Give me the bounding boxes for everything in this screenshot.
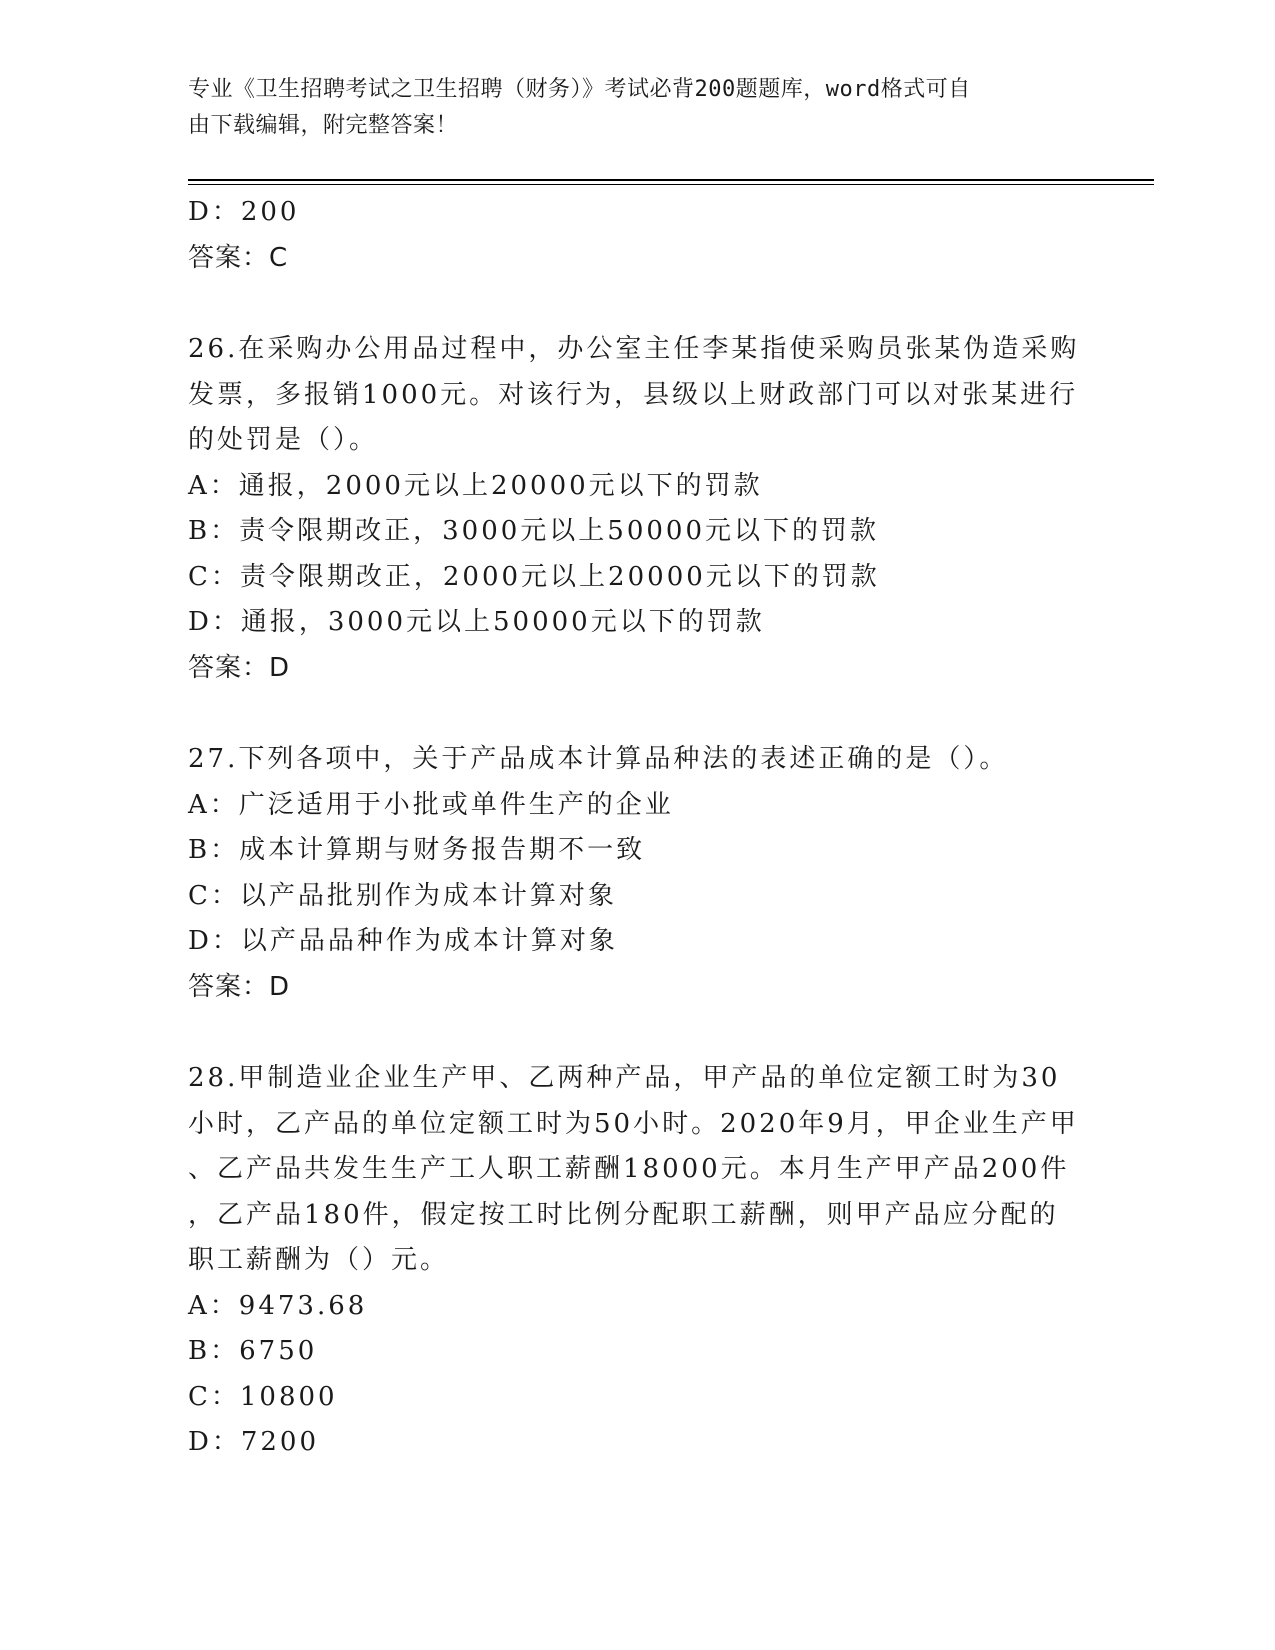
option-c: C：责令限期改正，2000元以上20000元以下的罚款 [188,561,880,592]
spacer [188,1010,1088,1056]
option-c: C：以产品批别作为成本计算对象 [188,880,617,911]
prev-answer: 答案：C [188,242,289,273]
option-b: B：成本计算期与财务报告期不一致 [188,835,646,865]
option-b: B：6750 [188,1336,318,1366]
option-a: A：广泛适用于小批或单件生产的企业 [188,789,674,820]
question-28 [188,1056,1088,1466]
question-stem-line: ，乙产品180件，假定按工时比例分配职工薪酬，则甲产品应分配的 [188,1199,1059,1230]
question-stem-line: 小时，乙产品的单位定额工时为50小时。2020年9月，甲企业生产甲 [188,1108,1079,1139]
question-stem-line: 26.在采购办公用品过程中，办公室主任李某指使采购员张某伪造采购 [188,334,1080,364]
spacer [188,281,1088,327]
option-d: D：7200 [188,1427,320,1457]
spacer [188,691,1088,737]
answer: 答案：D [188,971,291,1002]
option-c: C：10800 [188,1381,338,1412]
option-d: D：以产品品种作为成本计算对象 [188,926,618,956]
header-line-1: 专业《卫生招聘考试之卫生招聘（财务）》考试必背200题题库，word格式可自 [188,77,971,102]
prev-option-d: D：200 [188,197,300,227]
option-d: D：通报，3000元以上50000元以下的罚款 [188,607,765,637]
header-divider-thin [188,184,1154,185]
question-stem-line: 的处罚是（）。 [188,425,379,455]
question-stem-line: 28.甲制造业企业生产甲、乙两种产品，甲产品的单位定额工时为30 [188,1063,1061,1093]
question-content [188,190,1088,1466]
question-27 [188,737,1088,1010]
option-a: A：通报，2000元以上20000元以下的罚款 [188,470,763,501]
option-b: B：责令限期改正，3000元以上50000元以下的罚款 [188,516,879,546]
option-a: A：9473.68 [188,1290,368,1321]
question-26 [188,327,1088,691]
answer: 答案：D [188,652,291,683]
document-header [188,72,1078,144]
question-stem-line: 发票，多报销1000元。对该行为，县级以上财政部门可以对张某进行 [188,379,1079,410]
header-divider-thick [188,179,1154,181]
question-stem-line: 职工薪酬为（）元。 [188,1245,450,1275]
question-stem-line: 27.下列各项中，关于产品成本计算品种法的表述正确的是（）。 [188,744,1009,774]
question-stem-line: 、乙产品共发生生产工人职工薪酬18000元。本月生产甲产品200件 [188,1154,1070,1184]
header-line-2: 由下载编辑，附完整答案！ [188,113,459,138]
